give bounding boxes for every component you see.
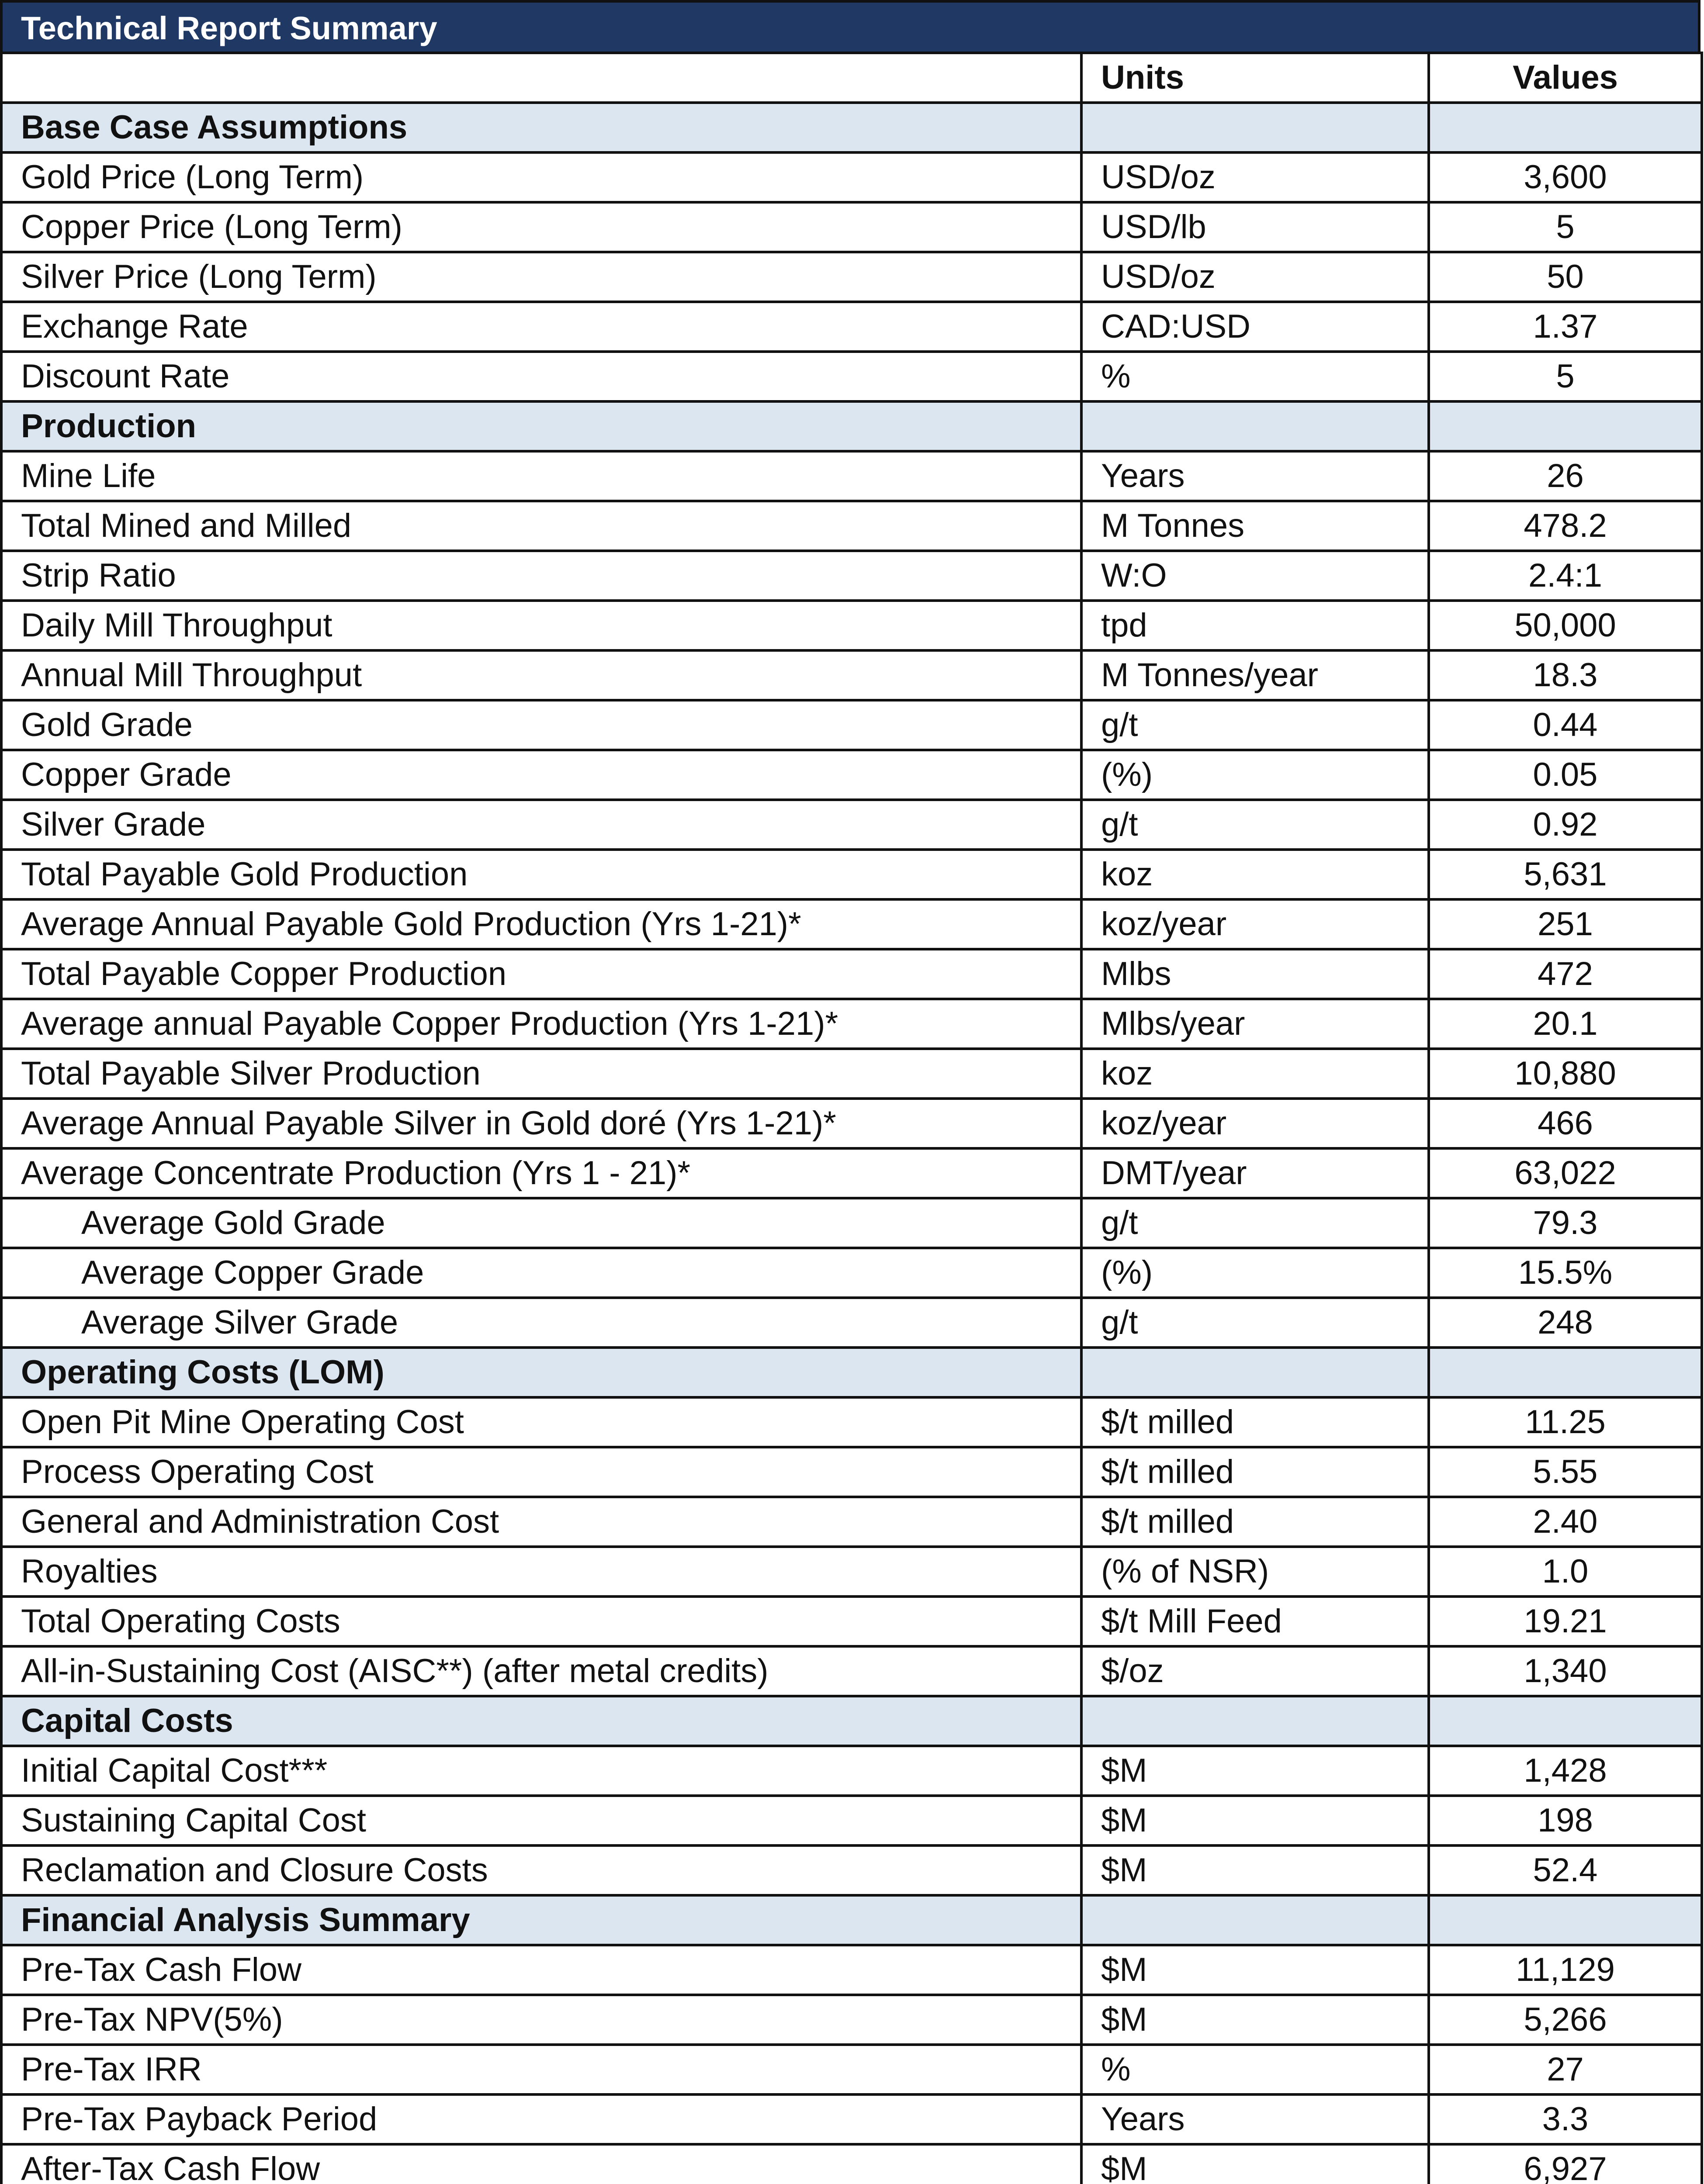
row-label: Copper Price (Long Term): [1, 202, 1081, 252]
table-row: [1, 2045, 1702, 2094]
table-row: [1, 601, 1702, 650]
table-row: [1, 1597, 1702, 1646]
row-value: 79.3: [1429, 1198, 1702, 1248]
row-units: DMT/year: [1081, 1148, 1429, 1198]
row-label: All-in-Sustaining Cost (AISC**) (after metal credits): [1, 1646, 1081, 1696]
row-value: 1,340: [1429, 1646, 1702, 1696]
row-units: Years: [1081, 2094, 1429, 2144]
row-units: %: [1081, 352, 1429, 401]
row-value: 19.21: [1429, 1597, 1702, 1646]
row-value: 6,927: [1429, 2144, 1702, 2184]
row-value: 5: [1429, 352, 1702, 401]
table-row: [1, 650, 1702, 700]
table-row: [1, 352, 1702, 401]
section-title: Capital Costs: [1, 1696, 1081, 1746]
table-row: [1, 1945, 1702, 1995]
row-label: Strip Ratio: [1, 551, 1081, 601]
row-value: 3,600: [1429, 152, 1702, 202]
table-row: [1, 1148, 1702, 1198]
row-label: Average Gold Grade: [1, 1198, 1081, 1248]
table-row: [1, 1995, 1702, 2045]
row-units: $/t milled: [1081, 1447, 1429, 1497]
row-label: Average Silver Grade: [1, 1298, 1081, 1348]
row-units: USD/oz: [1081, 152, 1429, 202]
table-row: [1, 1049, 1702, 1099]
row-label: Total Mined and Milled: [1, 501, 1081, 551]
row-units: [1081, 103, 1429, 152]
row-units: $M: [1081, 1845, 1429, 1895]
row-label: Discount Rate: [1, 352, 1081, 401]
row-value: 251: [1429, 899, 1702, 949]
table-row: [1, 1447, 1702, 1497]
table-row: [1, 1248, 1702, 1298]
row-units: $M: [1081, 1995, 1429, 2045]
summary-grid: [0, 52, 1703, 2184]
table-row: [1, 501, 1702, 551]
row-value: 1,428: [1429, 1746, 1702, 1796]
row-units: $M: [1081, 1945, 1429, 1995]
row-units: koz: [1081, 1049, 1429, 1099]
row-units: tpd: [1081, 601, 1429, 650]
row-label: Silver Price (Long Term): [1, 252, 1081, 302]
row-value: 50: [1429, 252, 1702, 302]
row-label: Copper Grade: [1, 750, 1081, 800]
row-units: (% of NSR): [1081, 1547, 1429, 1597]
row-label: Royalties: [1, 1547, 1081, 1597]
row-units: Mlbs: [1081, 949, 1429, 999]
row-value: 466: [1429, 1099, 1702, 1148]
table-row: [1, 1099, 1702, 1148]
row-label: Average Annual Payable Silver in Gold doré (Yrs 1-21)*: [1, 1099, 1081, 1148]
row-value: 20.1: [1429, 999, 1702, 1049]
row-label: Average Concentrate Production (Yrs 1 - 21)*: [1, 1148, 1081, 1198]
row-label: After-Tax Cash Flow: [1, 2144, 1081, 2184]
table-row: [1, 252, 1702, 302]
row-units: (%): [1081, 1248, 1429, 1298]
row-value: 10,880: [1429, 1049, 1702, 1099]
table-row: [1, 152, 1702, 202]
table-row: [1, 2144, 1702, 2184]
row-units: [1081, 1895, 1429, 1945]
table-row: [1, 1646, 1702, 1696]
row-units: koz/year: [1081, 899, 1429, 949]
row-label: Pre-Tax Cash Flow: [1, 1945, 1081, 1995]
row-label: Gold Price (Long Term): [1, 152, 1081, 202]
row-value: 2.40: [1429, 1497, 1702, 1547]
row-label: Process Operating Cost: [1, 1447, 1081, 1497]
table-row: [1, 1198, 1702, 1248]
row-label: Mine Life: [1, 451, 1081, 501]
section-header-row: [1, 103, 1702, 152]
row-units: Mlbs/year: [1081, 999, 1429, 1049]
row-units: USD/lb: [1081, 202, 1429, 252]
row-value: 5,631: [1429, 850, 1702, 899]
row-label: Pre-Tax Payback Period: [1, 2094, 1081, 2144]
row-value: 5: [1429, 202, 1702, 252]
table-title: Technical Report Summary: [0, 0, 1701, 52]
row-units: g/t: [1081, 800, 1429, 850]
row-units: $/t Mill Feed: [1081, 1597, 1429, 1646]
row-units: $/t milled: [1081, 1397, 1429, 1447]
row-label: Average Annual Payable Gold Production (Yrs 1-21)*: [1, 899, 1081, 949]
section-header-row: [1, 1696, 1702, 1746]
section-header-row: [1, 1895, 1702, 1945]
row-value: [1429, 401, 1702, 451]
row-label: Average annual Payable Copper Production (Yrs 1-21)*: [1, 999, 1081, 1049]
row-units: $M: [1081, 2144, 1429, 2184]
row-units: USD/oz: [1081, 252, 1429, 302]
row-units: W:O: [1081, 551, 1429, 601]
row-value: [1429, 1348, 1702, 1397]
row-value: [1429, 1696, 1702, 1746]
table-row: [1, 1497, 1702, 1547]
row-value: 1.37: [1429, 302, 1702, 352]
table-row: [1, 1547, 1702, 1597]
row-label: General and Administration Cost: [1, 1497, 1081, 1547]
row-value: 52.4: [1429, 1845, 1702, 1895]
table-row: [1, 551, 1702, 601]
row-units: [1081, 1696, 1429, 1746]
row-label: Gold Grade: [1, 700, 1081, 750]
header-values: Values: [1429, 53, 1702, 103]
row-label: Exchange Rate: [1, 302, 1081, 352]
row-value: 2.4:1: [1429, 551, 1702, 601]
row-value: 0.92: [1429, 800, 1702, 850]
table-row: [1, 1845, 1702, 1895]
section-title: Base Case Assumptions: [1, 103, 1081, 152]
row-value: 198: [1429, 1796, 1702, 1845]
section-header-row: [1, 1348, 1702, 1397]
row-value: [1429, 1895, 1702, 1945]
row-value: 18.3: [1429, 650, 1702, 700]
row-units: [1081, 1348, 1429, 1397]
row-units: (%): [1081, 750, 1429, 800]
row-value: 5,266: [1429, 1995, 1702, 2045]
row-value: 11,129: [1429, 1945, 1702, 1995]
row-value: 0.44: [1429, 700, 1702, 750]
section-title: Operating Costs (LOM): [1, 1348, 1081, 1397]
table-body: [1, 103, 1702, 2184]
table-row: [1, 800, 1702, 850]
row-value: 5.55: [1429, 1447, 1702, 1497]
row-label: Initial Capital Cost***: [1, 1746, 1081, 1796]
row-label: Silver Grade: [1, 800, 1081, 850]
row-value: 478.2: [1429, 501, 1702, 551]
section-title: Production: [1, 401, 1081, 451]
table-row: [1, 1298, 1702, 1348]
row-value: [1429, 103, 1702, 152]
table-row: [1, 451, 1702, 501]
row-units: $/t milled: [1081, 1497, 1429, 1547]
row-units: M Tonnes/year: [1081, 650, 1429, 700]
table-row: [1, 1746, 1702, 1796]
row-units: g/t: [1081, 1298, 1429, 1348]
table-row: [1, 850, 1702, 899]
row-label: Average Copper Grade: [1, 1248, 1081, 1298]
row-units: CAD:USD: [1081, 302, 1429, 352]
row-units: Years: [1081, 451, 1429, 501]
row-value: 26: [1429, 451, 1702, 501]
row-label: Total Payable Copper Production: [1, 949, 1081, 999]
section-header-row: [1, 401, 1702, 451]
row-label: Annual Mill Throughput: [1, 650, 1081, 700]
row-units: koz: [1081, 850, 1429, 899]
table-row: [1, 202, 1702, 252]
row-label: Total Payable Gold Production: [1, 850, 1081, 899]
row-value: 27: [1429, 2045, 1702, 2094]
row-label: Open Pit Mine Operating Cost: [1, 1397, 1081, 1447]
row-value: 1.0: [1429, 1547, 1702, 1597]
table-row: [1, 1397, 1702, 1447]
row-value: 0.05: [1429, 750, 1702, 800]
row-units: g/t: [1081, 1198, 1429, 1248]
row-units: $/oz: [1081, 1646, 1429, 1696]
row-value: 63,022: [1429, 1148, 1702, 1198]
table-row: [1, 949, 1702, 999]
row-label: Sustaining Capital Cost: [1, 1796, 1081, 1845]
row-units: %: [1081, 2045, 1429, 2094]
row-value: 3.3: [1429, 2094, 1702, 2144]
row-label: Pre-Tax IRR: [1, 2045, 1081, 2094]
row-units: [1081, 401, 1429, 451]
table-row: [1, 700, 1702, 750]
table-row: [1, 1796, 1702, 1845]
row-units: $M: [1081, 1796, 1429, 1845]
row-value: 15.5%: [1429, 1248, 1702, 1298]
row-value: 50,000: [1429, 601, 1702, 650]
row-value: 472: [1429, 949, 1702, 999]
section-title: Financial Analysis Summary: [1, 1895, 1081, 1945]
row-units: g/t: [1081, 700, 1429, 750]
table-row: [1, 302, 1702, 352]
row-units: $M: [1081, 1746, 1429, 1796]
table-row: [1, 750, 1702, 800]
row-units: M Tonnes: [1081, 501, 1429, 551]
row-value: 248: [1429, 1298, 1702, 1348]
header-row: [1, 53, 1702, 103]
row-label: Pre-Tax NPV(5%): [1, 1995, 1081, 2045]
header-units: Units: [1081, 53, 1429, 103]
row-label: Total Operating Costs: [1, 1597, 1081, 1646]
table-row: [1, 899, 1702, 949]
row-value: 11.25: [1429, 1397, 1702, 1447]
row-label: Reclamation and Closure Costs: [1, 1845, 1081, 1895]
row-label: Total Payable Silver Production: [1, 1049, 1081, 1099]
table-row: [1, 999, 1702, 1049]
row-label: Daily Mill Throughput: [1, 601, 1081, 650]
row-units: koz/year: [1081, 1099, 1429, 1148]
table-row: [1, 2094, 1702, 2144]
header-label: [1, 53, 1081, 103]
